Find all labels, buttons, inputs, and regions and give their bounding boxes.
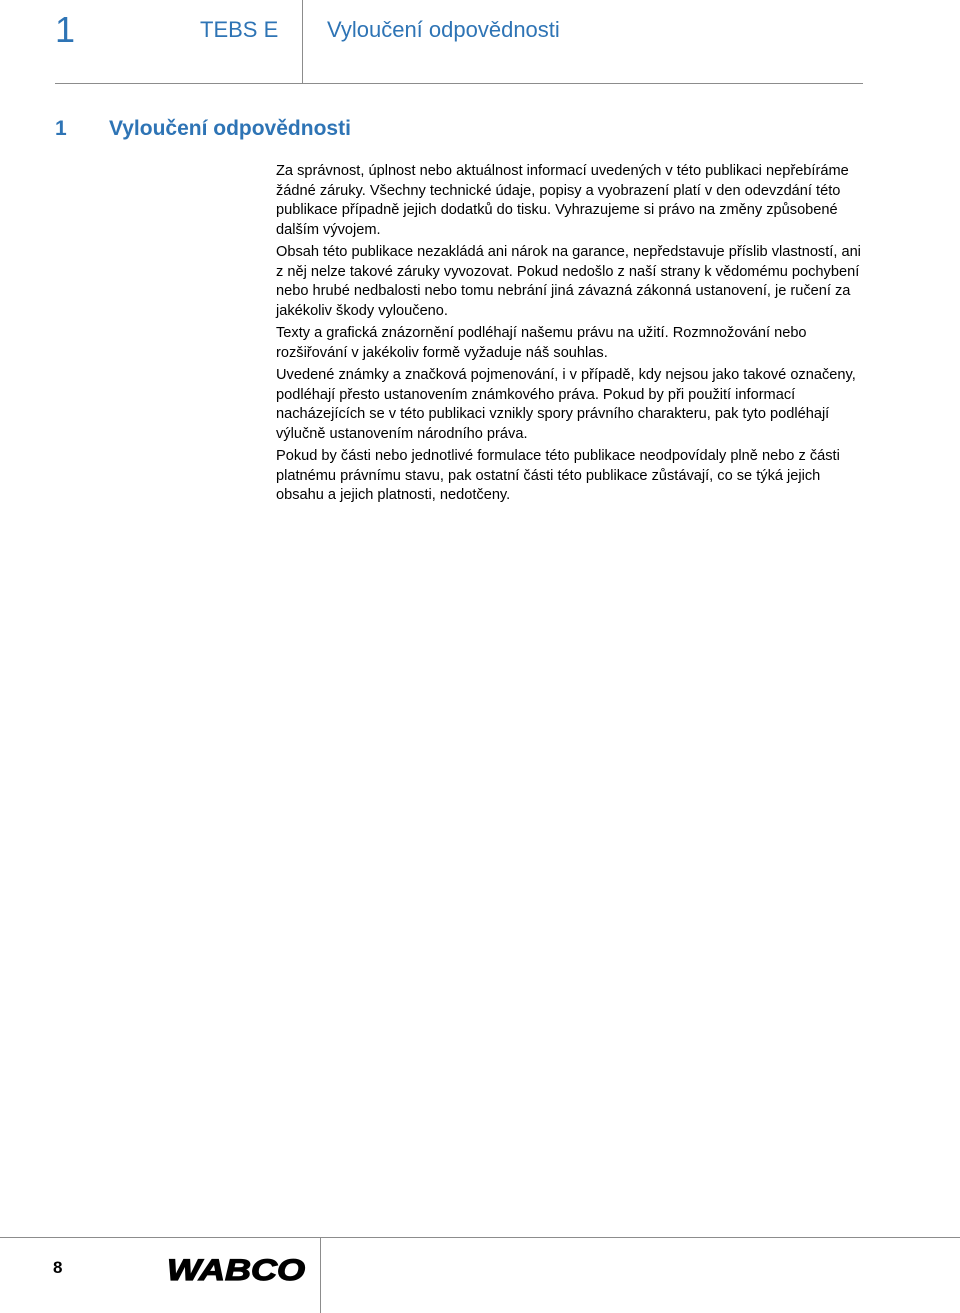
section-title: Vyloučení odpovědnosti <box>109 117 351 140</box>
section-heading <box>55 116 351 142</box>
wabco-logo-graphic <box>166 1254 306 1284</box>
section-number: 1 <box>55 117 67 140</box>
header-divider-horizontal <box>55 83 863 84</box>
wabco-logo <box>166 1254 306 1284</box>
footer-divider-horizontal <box>0 1237 960 1238</box>
footer-divider-vertical <box>320 1237 321 1313</box>
paragraph: Obsah této publikace nezakládá ani nárok na garance, nepředstavuje příslib vlastností, ani z něj nelze takové záruky vyvozovat. Pokud nedošlo z naší strany k vědomému pochybení nebo hrubé nedbalosti nebo tomu nebrání jiná závazná zákonná ustanovení, je ručení za jakékoliv škody vyloučeno. <box>276 244 861 319</box>
wabco-logo-text: WABCO <box>167 1254 305 1284</box>
page-number: 8 <box>53 1258 63 1277</box>
paragraph: Uvedené známky a značková pojmenování, i v případě, kdy nejsou jako takové označeny, podléhají přesto ustanovením známkového práva. Pokud by při použití informací nacházejících se v této publikaci vznikly spory právního charakteru, pak tyto podléhají výlučně ustanovením národního práva. <box>276 367 856 442</box>
header-product-name: TEBS E <box>200 17 279 42</box>
paragraph: Pokud by části nebo jednotlivé formulace této publikace neodpovídaly plně nebo z části platnému právnímu stavu, pak ostatní části této publikace zůstávají, co se týká jejich obsahu a jejich platnosti, nedotčeny. <box>276 448 840 503</box>
header-chapter-title: Vyloučení odpovědnosti <box>327 17 560 42</box>
body-text <box>276 162 868 509</box>
header-divider-vertical <box>302 0 303 84</box>
page-header <box>0 0 960 84</box>
header-chapter-number: 1 <box>55 9 76 50</box>
paragraph: Za správnost, úplnost nebo aktuálnost informací uvedených v této publikaci nepřebíráme žádné záruky. Všechny technické údaje, popisy a vyobrazení platí v den odevzdání této publikace případně jejich dodatků do tisku. Vyhrazujeme si právo na změny způsobené dalším vývojem. <box>276 163 849 238</box>
paragraph: Texty a grafická znázornění podléhají našemu právu na užití. Rozmnožování nebo rozšiřování v jakékoliv formě vyžaduje náš souhlas. <box>276 325 807 361</box>
